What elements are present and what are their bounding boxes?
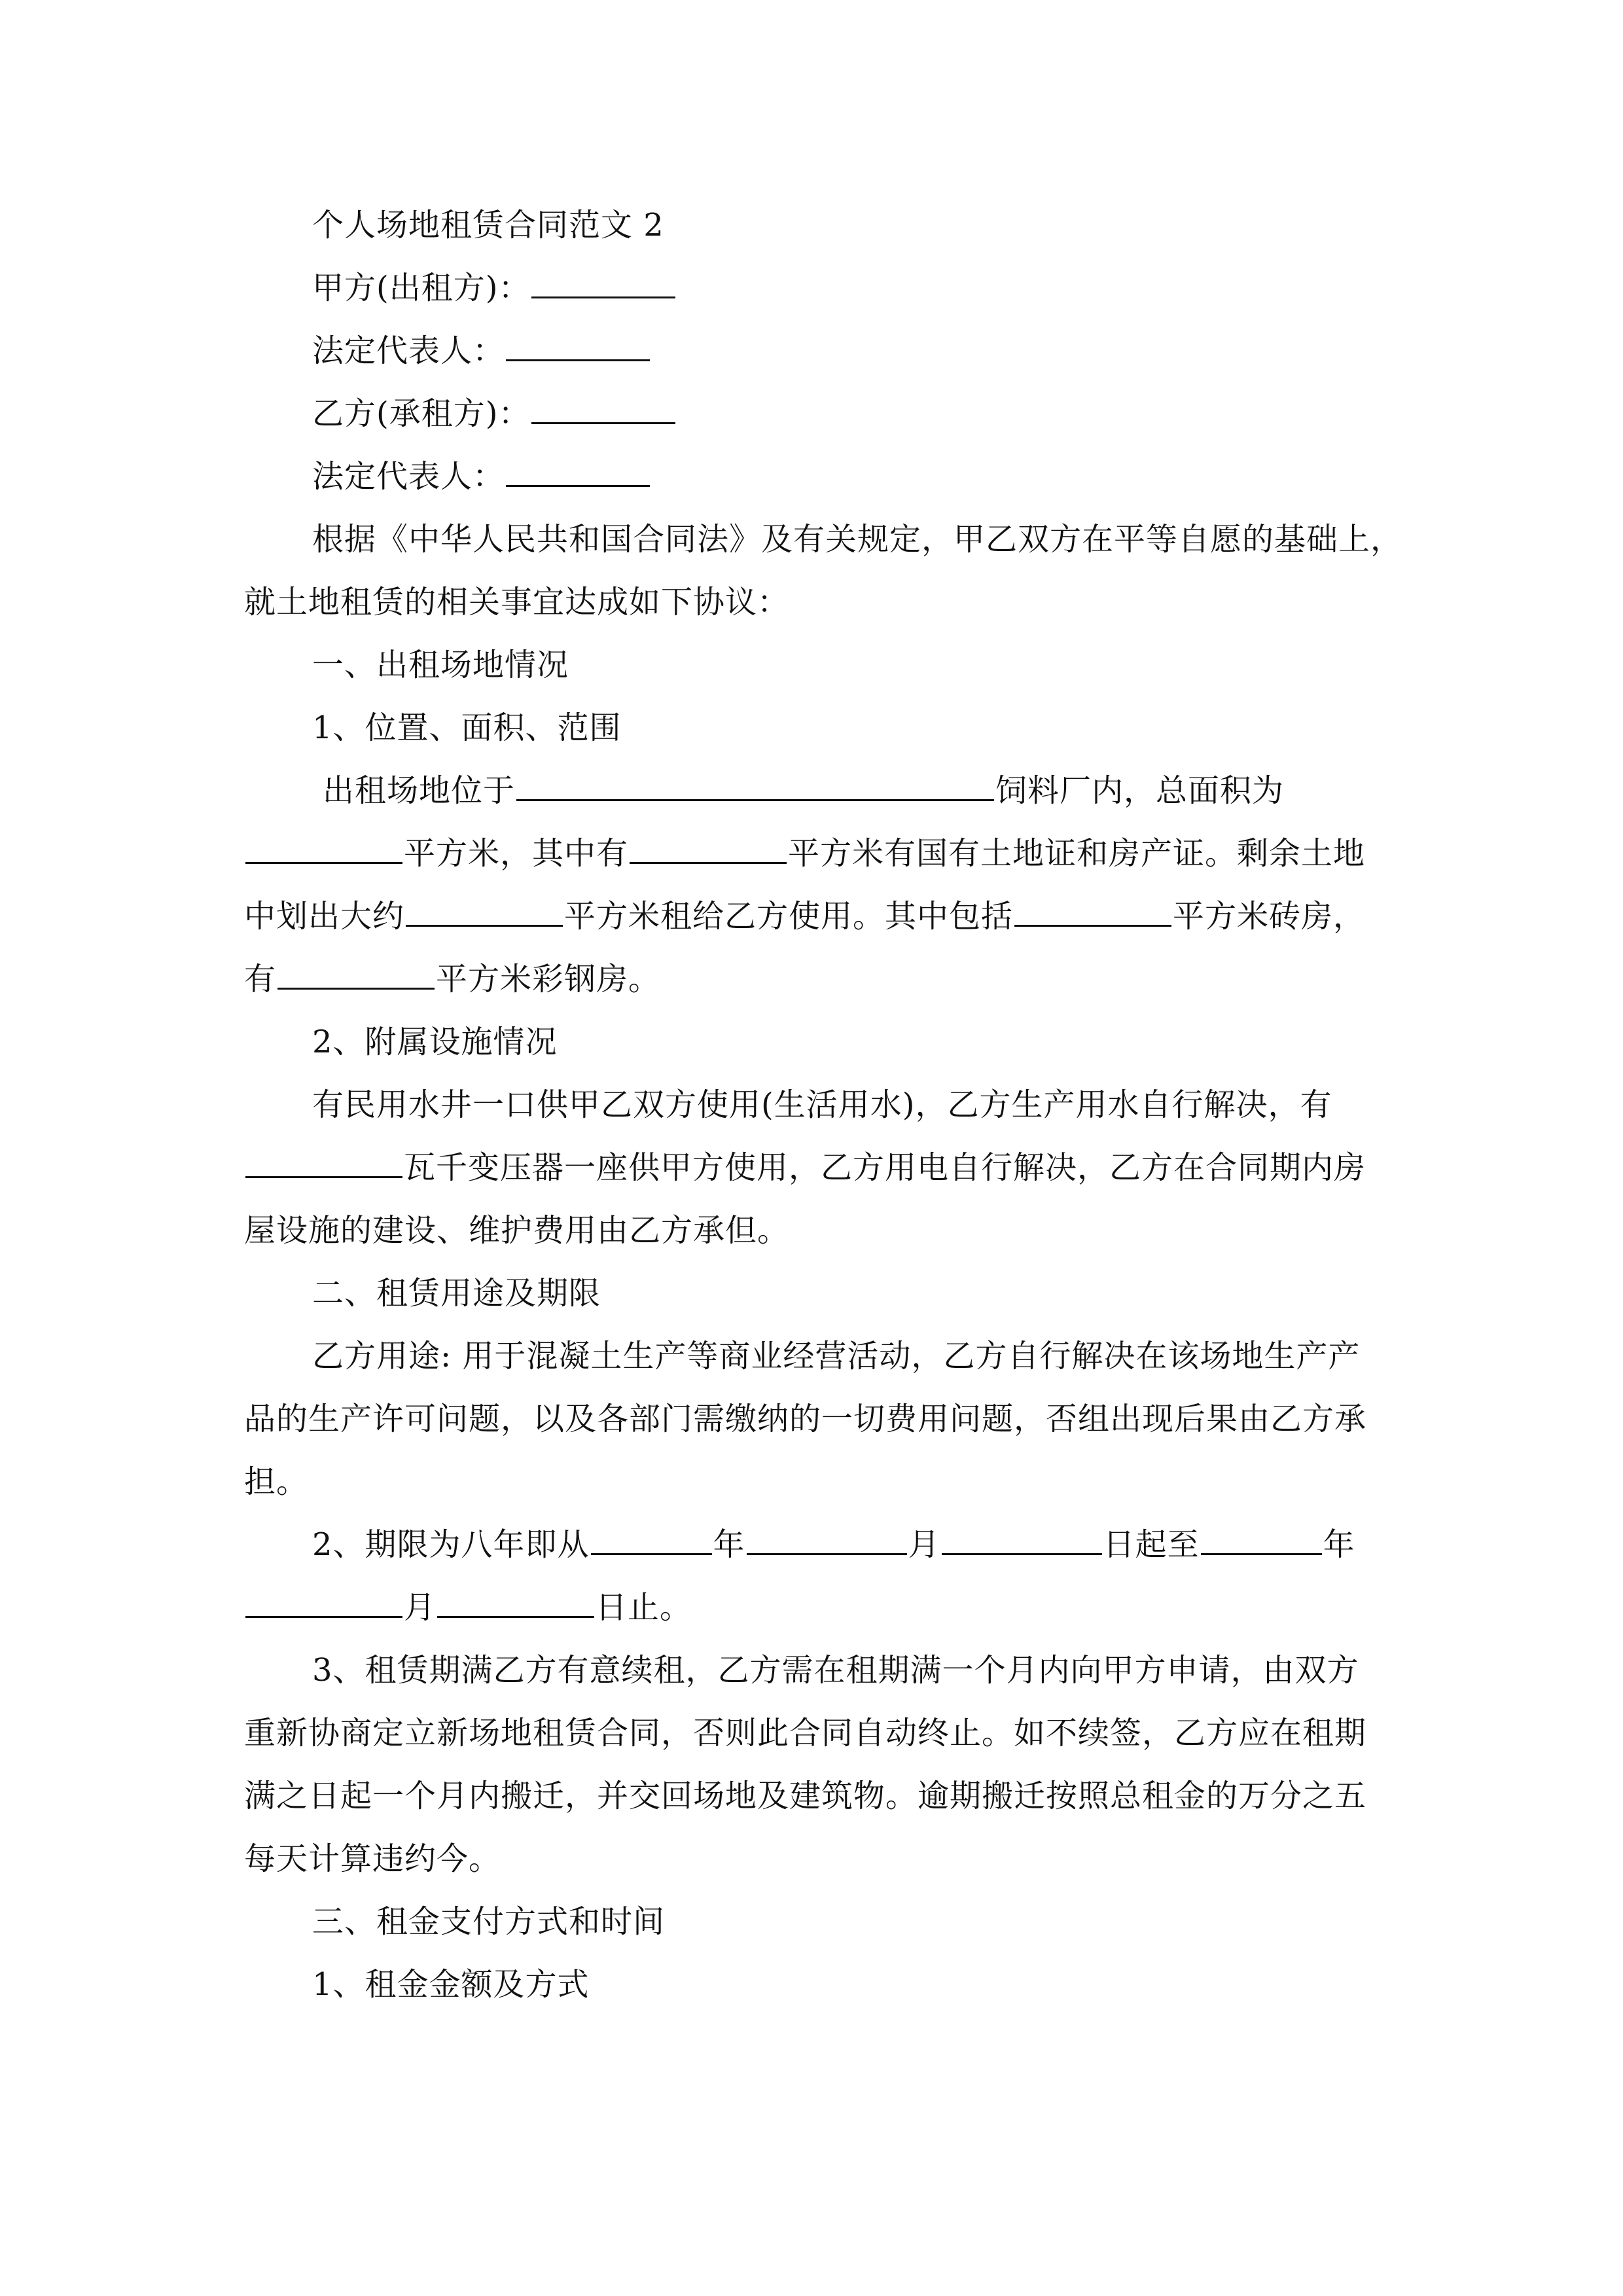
certified-area-blank [630, 833, 787, 864]
use-row-1 [244, 1325, 1393, 1388]
party-b-blank [531, 393, 675, 424]
location-row [244, 759, 1393, 822]
area-row-1 [244, 822, 1393, 885]
transformer-kva-blank [245, 1147, 402, 1178]
brick-house-area-blank [1014, 896, 1171, 927]
term-month-2-label: 月 [404, 1589, 437, 1626]
section-1-item-1 [244, 696, 1393, 759]
section-1-item-1-text: 1、位置、面积、范围 [312, 709, 622, 746]
term-month-label: 月 [908, 1526, 940, 1563]
area-4-prefix: 有 [244, 961, 277, 997]
area-1-suffix: 平方米，其中有 [404, 835, 629, 872]
term-day-end-label: 日止。 [596, 1589, 692, 1626]
end-year-blank [1201, 1524, 1322, 1555]
section-3-heading [244, 1890, 1393, 1953]
facility-text-2: 瓦千变压器一座供甲方使用，乙方用电自行解决，乙方在合同期内房 [404, 1149, 1366, 1186]
renew-row-2 [244, 1702, 1393, 1765]
renew-row-1 [244, 1639, 1393, 1702]
party-a-row [244, 257, 1393, 319]
end-month-blank [245, 1587, 402, 1618]
facility-row-1 [244, 1073, 1393, 1136]
section-3-heading-text: 三、租金支付方式和时间 [312, 1903, 666, 1940]
preamble-line-2 [244, 571, 1393, 634]
area-4-suffix: 平方米彩钢房。 [436, 961, 661, 997]
use-text-2: 品的生产许可问题，以及各部门需缴纳的一切费用问题，否组出现后果由乙方承 [244, 1401, 1367, 1437]
section-3-item-1 [244, 1953, 1393, 2016]
term-day-from-label: 日起至 [1103, 1526, 1200, 1563]
term-year-2-label: 年 [1323, 1526, 1355, 1563]
use-row-2 [244, 1388, 1393, 1450]
renew-row-3 [244, 1765, 1393, 1827]
term-row-1 [244, 1513, 1393, 1576]
location-prefix: 出租场地位于 [323, 772, 516, 809]
start-month-blank [747, 1524, 907, 1555]
leased-area-blank [406, 896, 563, 927]
section-1-heading [244, 634, 1393, 696]
renew-text-3: 满之日起一个月内搬迁，并交回场地及建筑物。逾期搬迁按照总租金的万分之五 [244, 1778, 1367, 1814]
preamble-text-2: 就土地租赁的相关事宜达成如下协议： [244, 584, 790, 620]
party-a-rep-blank [506, 331, 650, 361]
section-1-heading-text: 一、出租场地情况 [312, 647, 569, 683]
location-suffix: 饲料厂内，总面积为 [995, 772, 1285, 809]
start-day-blank [942, 1524, 1102, 1555]
term-row-2 [244, 1576, 1393, 1639]
end-day-blank [437, 1587, 594, 1618]
preamble-text-1: 根据《中华人民共和国合同法》及有关规定，甲乙双方在平等自愿的基础上， [312, 521, 1403, 558]
preamble-line-1 [244, 508, 1403, 571]
area-3-prefix: 中划出大约 [244, 898, 405, 935]
area-2-suffix: 平方米有国有土地证和房产证。剩余土地 [788, 835, 1366, 872]
term-prefix: 2、期限为八年即从 [312, 1526, 590, 1563]
area-3-suffix: 平方米砖房， [1173, 898, 1366, 935]
section-2-heading [244, 1262, 1393, 1325]
section-2-heading-text: 二、租赁用途及期限 [312, 1275, 601, 1312]
document-title [244, 194, 1393, 257]
location-blank [516, 770, 994, 801]
use-text-3: 担。 [244, 1463, 309, 1500]
steel-house-area-blank [277, 959, 435, 990]
facility-text-3: 屋设施的建设、维护费用由乙方承但。 [244, 1212, 790, 1249]
facility-row-2 [244, 1136, 1393, 1199]
use-text-1: 乙方用途: 用于混凝土生产等商业经营活动，乙方自行解决在该场地生产产 [312, 1338, 1361, 1374]
party-a-rep-row [244, 319, 1393, 382]
section-1-item-2-text: 2、附属设施情况 [312, 1024, 558, 1060]
contract-body [244, 194, 1403, 2016]
renew-text-1: 3、租赁期满乙方有意续租，乙方需在租期满一个月内向甲方申请，由双方 [312, 1652, 1359, 1689]
use-row-3 [244, 1450, 1393, 1513]
facility-row-3 [244, 1199, 1393, 1262]
party-a-label: 甲方(出租方)： [312, 270, 531, 306]
party-a-blank [531, 268, 675, 298]
renew-row-4 [244, 1827, 1393, 1890]
area-3-middle: 平方米租给乙方使用。其中包括 [564, 898, 1014, 935]
party-b-row [244, 382, 1393, 445]
renew-text-4: 每天计算违约今。 [244, 1840, 501, 1877]
party-a-rep-label: 法定代表人： [312, 332, 505, 369]
total-area-blank [245, 833, 402, 864]
party-b-rep-row [244, 445, 1393, 508]
renew-text-2: 重新协商定立新场地租赁合同，否则此合同自动终止。如不续签，乙方应在租期 [244, 1715, 1367, 1751]
area-row-2 [244, 885, 1393, 948]
area-row-3 [244, 948, 1393, 1011]
party-b-rep-label: 法定代表人： [312, 458, 505, 495]
section-3-item-1-text: 1、租金金额及方式 [312, 1966, 590, 2003]
party-b-rep-blank [506, 456, 650, 487]
title-text: 个人场地租赁合同范文 2 [312, 207, 664, 243]
party-b-label: 乙方(承租方)： [312, 395, 531, 432]
section-1-item-2 [244, 1011, 1393, 1073]
term-year-label: 年 [713, 1526, 745, 1563]
start-year-blank [591, 1524, 712, 1555]
facility-text-1: 有民用水井一口供甲乙双方使用(生活用水)，乙方生产用水自行解决，有 [312, 1086, 1332, 1123]
